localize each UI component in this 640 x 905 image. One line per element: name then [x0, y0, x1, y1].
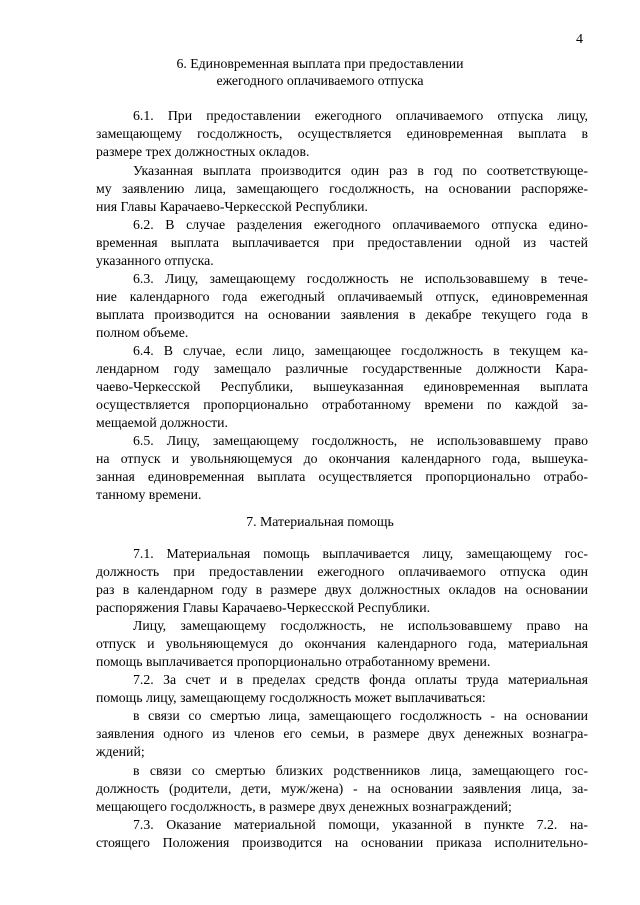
- section-7-title: 7. Материальная помощь: [246, 514, 394, 529]
- section-6-line: на отпуск и увольняющемуся до окончания календарного года, вышеука-: [96, 451, 588, 466]
- section-7-line: 7.2. За счет и в пределах средств фонда оплаты труда материальная: [133, 672, 588, 687]
- section-6-line: указанного отпуска.: [96, 253, 214, 268]
- section-7-line: помощь лицу, замещающему госдолжность может выплачиваться:: [96, 690, 486, 705]
- section-7-line: должность при предоставлении ежегодного оплачиваемого отпуска один: [96, 564, 588, 579]
- section-7-line: заявления одного из членов его семьи, в размере двух денежных вознагра-: [96, 726, 588, 741]
- section-7-line: Лицу, замещающему госдолжность, не использовавшему право на: [133, 618, 588, 633]
- section-6-line: 6.4. В случае, если лицо, замещающее госдолжность в текущем ка-: [133, 343, 588, 358]
- section-6-line: замещающему госдолжность, осуществляется единовременная выплата в: [96, 126, 588, 141]
- section-6-line: осуществляется пропорционально отработанному времени по каждой за-: [96, 397, 588, 412]
- section-6-line: размере трех должностных окладов.: [96, 144, 310, 159]
- section-6-line: ние календарного года ежегодный оплачиваемый отпуск, единовременная: [96, 289, 588, 304]
- section-7-line: 7.1. Материальная помощь выплачивается лицу, замещающему гос-: [133, 546, 588, 561]
- section-7-line: в связи со смертью близких родственников лица, замещающего гос-: [133, 763, 588, 778]
- section-7-line: мещающего госдолжность, в размере двух денежных вознаграждений;: [96, 799, 512, 814]
- section-6-line: занная единовременная выплата осуществляется пропорционально отрабо-: [96, 469, 588, 484]
- section-7-line: должность (родители, дети, муж/жена) - на основании заявления лица, за-: [96, 781, 588, 796]
- section-7-line: стоящего Положения производится на основании приказа исполнительно-: [96, 835, 588, 850]
- section-6-line: 6.5. Лицу, замещающему госдолжность, не использовавшему право: [133, 433, 588, 448]
- section-7-line: помощь выплачивается пропорционально отработанному времени.: [96, 654, 491, 669]
- section-6-line: выплата производится на основании заявления в декабре текущего года в: [96, 307, 588, 322]
- section-7-line: ждений;: [96, 744, 145, 759]
- page-number: 4: [576, 32, 583, 47]
- section-6-line: 6.1. При предоставлении ежегодного оплачиваемого отпуска лицу,: [133, 108, 588, 123]
- section-7-line: раз в календарном году в размере двух должностных окладов на основании: [96, 582, 588, 597]
- section-7-line: распоряжения Главы Карачаево-Черкесской Республики.: [96, 600, 431, 615]
- section-6-line: чаево-Черкесской Республики, вышеуказанная единовременная выплата: [96, 379, 588, 394]
- section-6-title-line-1: 6. Единовременная выплата при предоставлении: [176, 56, 464, 71]
- section-6-line: лендарном году замещало различные государственные должности Кара-: [96, 361, 588, 376]
- section-6-line: му заявлению лица, замещающего госдолжность, на основании распоряже-: [96, 181, 588, 196]
- section-6-line: мещаемой должности.: [96, 415, 228, 430]
- section-6-title-line-2: ежегодного оплачиваемого отпуска: [216, 73, 424, 88]
- section-6-line: танному времени.: [96, 487, 202, 502]
- section-6-line: Указанная выплата производится один раз в год по соответствующе-: [133, 163, 588, 178]
- section-6-line: полном объеме.: [96, 325, 189, 340]
- section-7-line: 7.3. Оказание материальной помощи, указанной в пункте 7.2. на-: [133, 817, 588, 832]
- section-7-line: отпуск и увольняющемуся до окончания календарного года, материальная: [96, 636, 588, 651]
- section-6-line: 6.2. В случае разделения ежегодного оплачиваемого отпуска едино-: [133, 217, 588, 232]
- section-6-line: 6.3. Лицу, замещающему госдолжность не использовавшему в тече-: [133, 271, 588, 286]
- section-6-line: временная выплата выплачивается при предоставлении одной из частей: [96, 235, 588, 250]
- section-7-line: в связи со смертью лица, замещающего госдолжность - на основании: [133, 708, 588, 723]
- section-6-line: ния Главы Карачаево-Черкесской Республики.: [96, 199, 368, 214]
